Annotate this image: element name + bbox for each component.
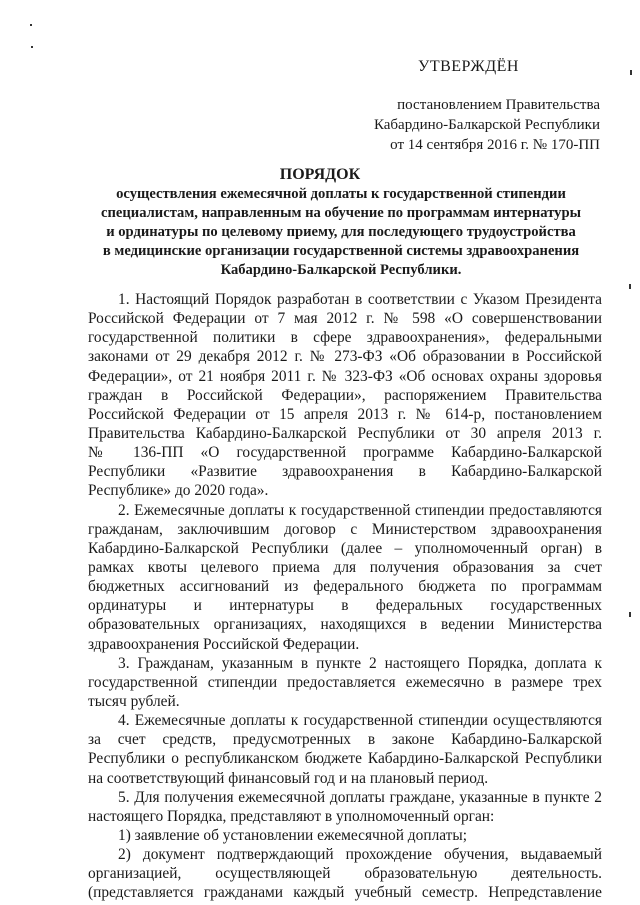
body-line: Республики «Развитие здравоохранения в Кабардино-Балкарской [88,463,602,481]
body-line: на соответствующий финансовый год и на плановый период. [88,769,489,787]
subtitle-line: и ординатуры по целевому приему, для последующего трудоустройства [106,224,576,240]
body-line: за счет средств, предусмотренных в законе Кабардино-Балкарской [88,731,602,749]
decree-line: постановлением Правительства [397,97,600,113]
body-line: образовательных организациях, находящихся в ведении Министерства [88,616,602,634]
body-line: граждан в Российской Федерации», распоряжением Правительства [88,386,602,404]
body-line: Республике» до 2020 года». [88,482,269,500]
scan-mark [629,612,631,617]
scan-mark [31,46,33,48]
subtitle-line: специалистам, направленным на обучение по программам интернатуры [101,205,581,221]
body-line: Кабардино-Балкарской Республики (далее – уполномоченный орган) в [88,539,602,557]
body-line: 2) документ подтверждающий прохождение обучения, выдаваемый [118,846,602,864]
body-line: настоящего Порядка, представляют в уполномоченный орган: [88,807,495,825]
body-line: государственной политики в сфере здравоохранения», федеральными [88,329,602,347]
body-line: Российской Федерации от 15 апреля 2013 г. № 614-р, постановлением [88,405,602,423]
subtitle-line: в медицинские организации государственной системы здравоохранения [102,243,580,259]
document-title: ПОРЯДОК [279,166,361,183]
body-line: Российской Федерации от 7 мая 2012 г. № 598 «О совершенствовании [88,310,602,328]
body-line: Республики о республиканском бюджете Кабардино-Балкарской Республики [88,750,602,768]
body-line: бюджетных ассигнований из федерального бюджета по программам [88,578,602,596]
body-line: тысяч рублей. [88,692,180,710]
document-subtitle [80,185,602,280]
decree-line: от 14 сентября 2016 г. № 170-ПП [390,137,600,153]
decree-reference [300,95,600,155]
body-line: 1. Настоящий Порядок разработан в соответствии с Указом Президента [118,291,602,308]
body-line: законами от 29 декабря 2012 г. № 273-ФЗ «Об образовании в Российской [88,348,602,366]
scan-mark [630,70,632,75]
body-line: 4. Ежемесячные доплаты к государственной стипендии осуществляются [118,712,602,730]
subtitle-line: Кабардино-Балкарской Республики. [220,262,462,278]
approval-stamp: УТВЕРЖДЁН [418,58,519,75]
body-line: 5. Для получения ежемесячной доплаты граждане, указанные в пункте 2 [118,788,602,806]
body-line: рамках квоты целевого приема для получения образования за счет [88,558,602,576]
body-line: ординатуры и интернатуры в федеральных государственных [88,597,602,615]
body-line: 2. Ежемесячные доплаты к государственной стипендии предоставляются [118,501,602,519]
scan-mark [629,284,631,289]
decree-line: Кабардино-Балкарской Республики [373,117,600,133]
body-line: организацией, осуществляющей образовательную деятельность. [88,865,602,883]
body-line: (представляется гражданами каждый учебный семестр. Непредставление [88,884,602,902]
body-line: Правительства Кабардино-Балкарской Республики от 30 апреля 2013 г. [88,424,602,442]
document-body [88,290,602,903]
scan-mark [30,24,32,26]
body-line: 1) заявление об установлении ежемесячной доплаты; [118,826,468,844]
body-line: 3. Гражданам, указанным в пункте 2 настоящего Порядка, доплата к [118,654,602,672]
body-line: № 136-ПП «О государственной программе Кабардино-Балкарской [88,444,602,462]
body-line: государственной стипендии предоставляется ежемесячно в размере трех [88,673,602,691]
subtitle-line: осуществления ежемесячной доплаты к государственной стипендии [116,186,566,202]
body-line: гражданам, заключившим договор с Министерством здравоохранения [88,520,602,538]
body-line: здравоохранения Российской Федерации. [88,635,360,653]
body-line: Федерации», от 21 ноября 2011 г. № 323-ФЗ «Об основах охраны здоровья [88,367,602,385]
